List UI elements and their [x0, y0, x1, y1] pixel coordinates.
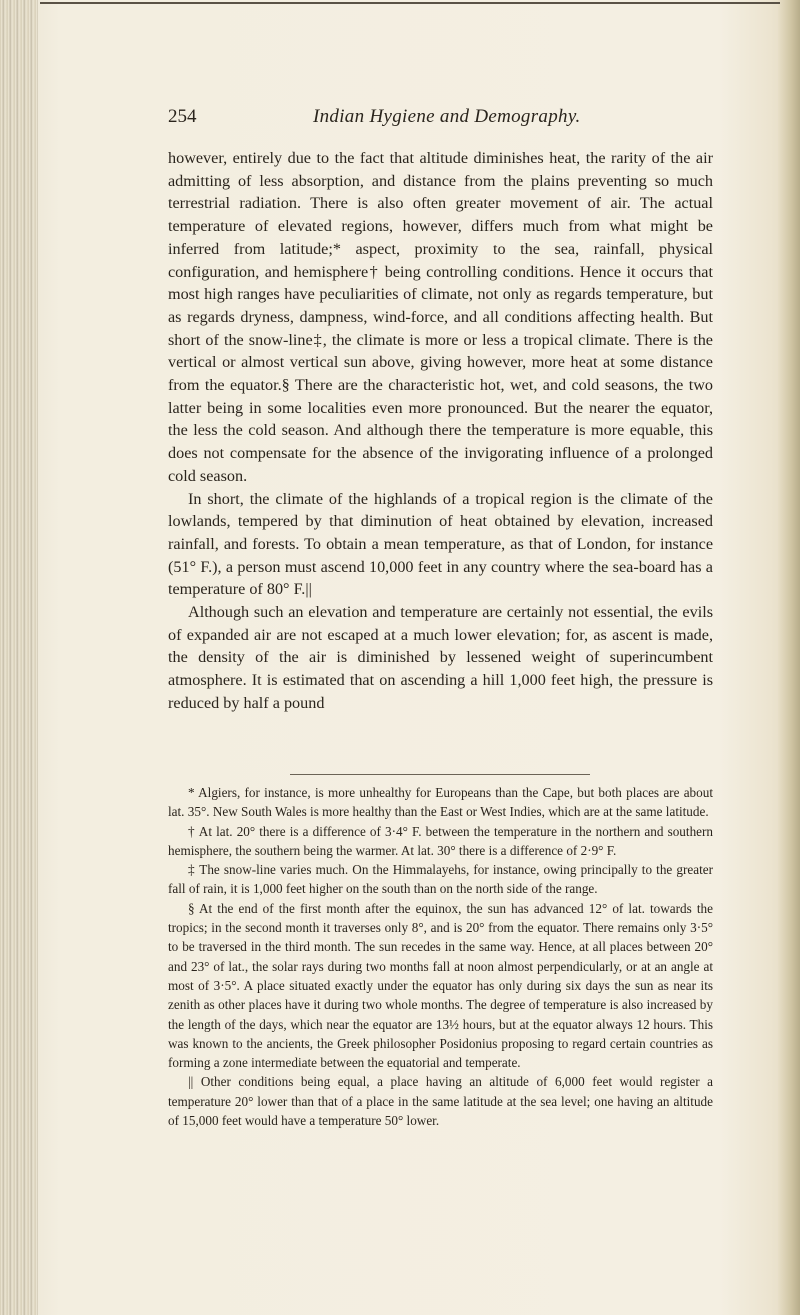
footnote: * Algiers, for instance, is more unhealthy for Europeans than the Cape, but both places are about lat. 35°. New South Wales is more healthy than the East or West Indies, which are at the same latitude. [168, 785, 713, 820]
page-number: 254 [168, 106, 197, 127]
page-outer-edge [778, 0, 800, 1315]
body-paragraph: In short, the climate of the highlands of a tropical region is the climate of the lowlands, tempered by that diminution of heat obtained by elevation, increased rainfall, and forests. To obtain a mean temperature, as that of London, for instance (51° F.), a person must ascend 10,000 feet in any country where the sea-board has a temperature of 80° F.|| [168, 489, 713, 599]
main-text [168, 147, 713, 715]
body-paragraph: however, entirely due to the fact that altitude diminishes heat, the rarity of the air admitting of less absorption, and distance from the plains preventing so much terrestrial radiation. There is also often greater movement of air. The actual temperature of elevated regions, however, differs much from what might be inferred from latitude;* aspect, proximity to the sea, rainfall, physical configuration, and hemisphere† being controlling conditions. Hence it occurs that most high ranges have peculiarities of climate, not only as regards temperature, but as regards dryness, dampness, wind-force, and all conditions affecting health. But short of the snow-line‡, the climate is more or less a tropical climate. There is the vertical or almost vertical sun above, giving however, more heat at some distance from the equator.§ There are the characteristic hot, wet, and cold seasons, the two latter being in some localities even more pronounced. But the nearer the equator, the less the cold season. And although there the temperature is more equable, this does not compensate for the absence of the invigorating influence of a prolonged cold season. [168, 149, 713, 485]
top-border-line [40, 2, 780, 4]
running-title: Indian Hygiene and Demography. [313, 106, 581, 127]
running-header [168, 106, 713, 132]
footnote-separator [290, 774, 590, 775]
footnote: ‡ The snow-line varies much. On the Himmalayehs, for instance, owing principally to the greater fall of rain, it is 1,000 feet higher on the south than on the north side of the range. [168, 862, 713, 897]
footnote: || Other conditions being equal, a place having an altitude of 6,000 feet would register a temperature 20° lower than that of a place in the same latitude at the sea level; one having an altitude of 15,000 feet would have a temperature 50° lower. [168, 1074, 713, 1129]
body-paragraph: Although such an elevation and temperature are certainly not essential, the evils of expanded air are not escaped at a much lower elevation; for, as ascent is made, the density of the air is diminished by lessened weight of superincumbent atmosphere. It is estimated that on ascending a hill 1,000 feet high, the pressure is reduced by half a pound [168, 603, 713, 712]
footnote: † At lat. 20° there is a difference of 3·4° F. between the temperature in the northern and southern hemisphere, the southern being the warmer. At lat. 30° there is a difference of 2·9° F. [168, 823, 713, 858]
page-gutter-edge [0, 0, 38, 1315]
footnote: § At the end of the first month after the equinox, the sun has advanced 12° of lat. towards the tropics; in the second month it traverses only 8°, and is 20° from the equator. There remains only 3·5° to be traversed in the third month. The sun recedes in the same way. Hence, at all places between 20° and 23° of lat., the solar rays during two months fall at noon almost perpendicularly, or at an angle at most of 3·5°. A place situated exactly under the equator has only during six days the sun as near its zenith as other places have it during two whole months. The degree of temperature is also increased by the length of the days, which near the equator are 13½ hours, but at the equator always 12 hours. This was known to the ancients, the Greek philosopher Posidonius proposing to regard certain countries as forming a zone intermediate between the equatorial and temperate. [168, 900, 713, 1071]
footnotes [168, 783, 713, 1130]
